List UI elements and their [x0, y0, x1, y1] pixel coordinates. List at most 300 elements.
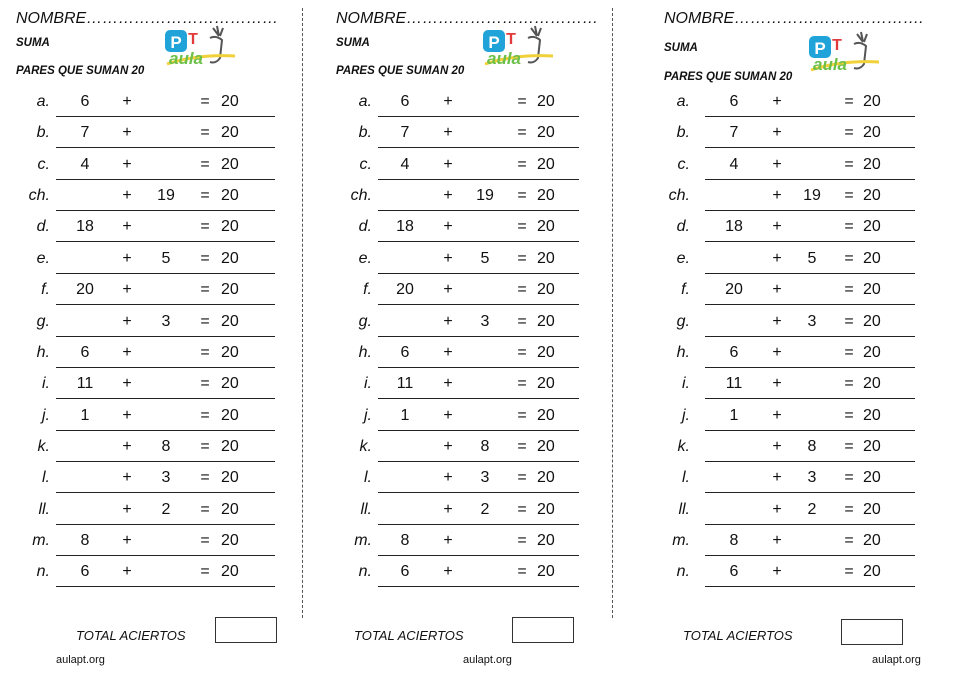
second-addend: 3	[161, 469, 171, 486]
result-value: 20	[863, 313, 881, 330]
first-addend: 11	[396, 375, 414, 392]
answer-line	[705, 586, 915, 587]
exercise-label: h.	[36, 344, 50, 361]
exercise-label: e.	[358, 250, 372, 267]
second-addend: 8	[480, 438, 490, 455]
exercise-title: PARES QUE SUMAN 20	[664, 71, 793, 83]
plus-sign: +	[443, 563, 453, 580]
exercise-row	[0, 117, 300, 148]
exercise-row	[620, 400, 972, 431]
equals-sign: =	[844, 407, 854, 424]
plus-sign: +	[122, 250, 132, 267]
plus-sign: +	[122, 407, 132, 424]
first-addend: 6	[80, 563, 90, 580]
topic-label: SUMA	[16, 37, 50, 49]
exercise-row	[310, 274, 605, 305]
exercise-label: b.	[676, 124, 690, 141]
result-value: 20	[863, 407, 881, 424]
plus-sign: +	[443, 93, 453, 110]
answer-line	[56, 492, 275, 493]
equals-sign: =	[200, 93, 210, 110]
equals-sign: =	[517, 93, 527, 110]
result-value: 20	[221, 407, 239, 424]
exercise-label: ll.	[38, 501, 50, 518]
plus-sign: +	[772, 532, 782, 549]
equals-sign: =	[844, 313, 854, 330]
result-value: 20	[537, 218, 555, 235]
answer-line	[56, 398, 275, 399]
exercise-label: a.	[358, 93, 372, 110]
svg-text:aula: aula	[487, 49, 522, 68]
plus-sign: +	[443, 501, 453, 518]
plus-sign: +	[772, 281, 782, 298]
exercise-label: j.	[42, 407, 50, 424]
dashed-divider-1	[302, 8, 303, 618]
plus-sign: +	[122, 93, 132, 110]
result-value: 20	[863, 281, 881, 298]
result-value: 20	[221, 250, 239, 267]
equals-sign: =	[517, 156, 527, 173]
result-value: 20	[537, 250, 555, 267]
answer-line	[705, 241, 915, 242]
exercise-row	[620, 556, 972, 587]
equals-sign: =	[844, 156, 854, 173]
result-value: 20	[221, 124, 239, 141]
svg-text:T: T	[188, 31, 198, 48]
first-addend: 20	[396, 281, 414, 298]
plus-sign: +	[443, 124, 453, 141]
exercise-label: m.	[354, 532, 372, 549]
plus-sign: +	[122, 563, 132, 580]
result-value: 20	[863, 375, 881, 392]
second-addend: 3	[161, 313, 171, 330]
equals-sign: =	[517, 187, 527, 204]
result-value: 20	[863, 93, 881, 110]
exercise-label: h.	[676, 344, 690, 361]
equals-sign: =	[844, 469, 854, 486]
equals-sign: =	[517, 532, 527, 549]
first-addend: 6	[729, 344, 739, 361]
aulapt-logo-icon	[807, 30, 887, 74]
exercise-label: f.	[363, 281, 372, 298]
plus-sign: +	[772, 407, 782, 424]
result-value: 20	[537, 438, 555, 455]
exercise-row	[0, 149, 300, 180]
result-value: 20	[863, 532, 881, 549]
result-value: 20	[863, 438, 881, 455]
exercise-title: PARES QUE SUMAN 20	[16, 65, 145, 77]
equals-sign: =	[844, 438, 854, 455]
equals-sign: =	[200, 438, 210, 455]
exercise-label: k.	[37, 438, 50, 455]
equals-sign: =	[844, 218, 854, 235]
first-addend: 11	[725, 375, 743, 392]
exercise-row	[620, 274, 972, 305]
exercise-label: k.	[677, 438, 690, 455]
plus-sign: +	[122, 344, 132, 361]
result-value: 20	[537, 532, 555, 549]
plus-sign: +	[443, 344, 453, 361]
exercise-row	[0, 400, 300, 431]
exercise-label: a.	[36, 93, 50, 110]
total-correct-label: TOTAL ACIERTOS	[683, 628, 793, 643]
result-value: 20	[863, 250, 881, 267]
plus-sign: +	[122, 313, 132, 330]
second-addend: 2	[480, 501, 490, 518]
second-addend: 19	[476, 187, 494, 204]
second-addend: 8	[161, 438, 171, 455]
name-field-label: NOMBRE………………………………	[16, 10, 279, 27]
exercise-label: d.	[676, 218, 690, 235]
total-correct-box[interactable]	[512, 617, 574, 643]
plus-sign: +	[772, 563, 782, 580]
exercise-row	[0, 525, 300, 556]
result-value: 20	[537, 281, 555, 298]
equals-sign: =	[844, 501, 854, 518]
exercise-row	[310, 117, 605, 148]
plus-sign: +	[772, 375, 782, 392]
first-addend: 8	[729, 532, 739, 549]
plus-sign: +	[772, 250, 782, 267]
exercise-row	[0, 180, 300, 211]
exercise-row	[310, 149, 605, 180]
result-value: 20	[537, 563, 555, 580]
result-value: 20	[221, 218, 239, 235]
result-value: 20	[863, 187, 881, 204]
footer-url: aulapt.org	[872, 654, 921, 666]
exercise-row	[620, 117, 972, 148]
exercise-row	[310, 400, 605, 431]
result-value: 20	[221, 187, 239, 204]
exercise-row	[0, 368, 300, 399]
exercise-label: e.	[36, 250, 50, 267]
total-correct-label: TOTAL ACIERTOS	[354, 628, 464, 643]
total-correct-box[interactable]	[841, 619, 903, 645]
exercise-label: l.	[364, 469, 372, 486]
answer-line	[56, 241, 275, 242]
footer-url: aulapt.org	[463, 654, 512, 666]
exercise-label: n.	[358, 563, 372, 580]
plus-sign: +	[443, 407, 453, 424]
plus-sign: +	[772, 187, 782, 204]
exercise-row	[310, 306, 605, 337]
exercise-row	[0, 462, 300, 493]
exercise-label: ll.	[678, 501, 690, 518]
answer-line	[378, 241, 579, 242]
result-value: 20	[863, 156, 881, 173]
exercise-label: l.	[42, 469, 50, 486]
first-addend: 8	[80, 532, 90, 549]
result-value: 20	[221, 344, 239, 361]
exercise-row	[0, 86, 300, 117]
result-value: 20	[537, 156, 555, 173]
svg-text:T: T	[506, 31, 516, 48]
plus-sign: +	[122, 469, 132, 486]
exercise-row	[620, 494, 972, 525]
exercise-label: b.	[358, 124, 372, 141]
result-value: 20	[537, 375, 555, 392]
plus-sign: +	[772, 501, 782, 518]
second-addend: 3	[807, 313, 817, 330]
result-value: 20	[863, 469, 881, 486]
plus-sign: +	[772, 344, 782, 361]
footer-url: aulapt.org	[56, 654, 105, 666]
plus-sign: +	[122, 218, 132, 235]
plus-sign: +	[122, 187, 132, 204]
total-correct-box[interactable]	[215, 617, 277, 643]
plus-sign: +	[443, 187, 453, 204]
exercise-label: i.	[682, 375, 690, 392]
plus-sign: +	[122, 375, 132, 392]
exercise-label: ch.	[28, 187, 50, 204]
plus-sign: +	[772, 93, 782, 110]
plus-sign: +	[122, 281, 132, 298]
second-addend: 8	[807, 438, 817, 455]
exercise-row	[620, 525, 972, 556]
exercise-row	[0, 306, 300, 337]
result-value: 20	[221, 281, 239, 298]
exercise-label: j.	[682, 407, 690, 424]
result-value: 20	[221, 375, 239, 392]
first-addend: 20	[725, 281, 743, 298]
exercise-row	[0, 556, 300, 587]
equals-sign: =	[517, 438, 527, 455]
exercise-label: j.	[364, 407, 372, 424]
exercise-row	[620, 180, 972, 211]
worksheet-2	[310, 0, 605, 681]
second-addend: 3	[807, 469, 817, 486]
result-value: 20	[537, 313, 555, 330]
aulapt-logo-icon	[163, 24, 243, 68]
equals-sign: =	[844, 281, 854, 298]
plus-sign: +	[443, 469, 453, 486]
equals-sign: =	[200, 501, 210, 518]
exercise-row	[620, 149, 972, 180]
exercise-label: n.	[36, 563, 50, 580]
exercise-row	[0, 431, 300, 462]
plus-sign: +	[772, 469, 782, 486]
exercise-label: f.	[41, 281, 50, 298]
exercise-label: d.	[36, 218, 50, 235]
plus-sign: +	[772, 218, 782, 235]
first-addend: 11	[76, 375, 94, 392]
topic-label: SUMA	[336, 37, 370, 49]
plus-sign: +	[122, 124, 132, 141]
worksheet-3	[620, 0, 972, 681]
equals-sign: =	[844, 250, 854, 267]
second-addend: 2	[161, 501, 171, 518]
exercise-label: ll.	[360, 501, 372, 518]
answer-line	[378, 586, 579, 587]
first-addend: 7	[729, 124, 739, 141]
answer-line	[378, 492, 579, 493]
equals-sign: =	[200, 532, 210, 549]
exercise-row	[620, 306, 972, 337]
answer-line	[56, 304, 275, 305]
result-value: 20	[537, 501, 555, 518]
result-value: 20	[221, 438, 239, 455]
first-addend: 7	[80, 124, 90, 141]
equals-sign: =	[517, 313, 527, 330]
svg-text:P: P	[170, 33, 182, 52]
second-addend: 5	[161, 250, 171, 267]
exercise-row	[620, 211, 972, 242]
second-addend: 5	[480, 250, 490, 267]
equals-sign: =	[517, 218, 527, 235]
plus-sign: +	[443, 250, 453, 267]
exercise-row	[620, 337, 972, 368]
equals-sign: =	[517, 124, 527, 141]
exercise-row	[0, 243, 300, 274]
exercise-row	[0, 211, 300, 242]
exercise-title: PARES QUE SUMAN 20	[336, 65, 465, 77]
result-value: 20	[221, 501, 239, 518]
plus-sign: +	[772, 438, 782, 455]
result-value: 20	[537, 344, 555, 361]
exercise-row	[310, 180, 605, 211]
aulapt-logo-icon	[481, 24, 561, 68]
exercise-row	[310, 337, 605, 368]
first-addend: 20	[76, 281, 94, 298]
exercise-row	[310, 431, 605, 462]
first-addend: 6	[80, 93, 90, 110]
exercise-label: n.	[676, 563, 690, 580]
equals-sign: =	[517, 250, 527, 267]
exercise-row	[310, 86, 605, 117]
svg-text:aula: aula	[813, 55, 848, 74]
first-addend: 18	[725, 218, 743, 235]
svg-text:aula: aula	[169, 49, 204, 68]
result-value: 20	[221, 156, 239, 173]
exercise-label: c.	[37, 156, 50, 173]
equals-sign: =	[517, 407, 527, 424]
plus-sign: +	[772, 124, 782, 141]
exercise-row	[620, 431, 972, 462]
exercise-label: h.	[358, 344, 372, 361]
equals-sign: =	[844, 124, 854, 141]
first-addend: 4	[729, 156, 739, 173]
answer-line	[56, 147, 275, 148]
svg-text:P: P	[814, 39, 826, 58]
plus-sign: +	[122, 438, 132, 455]
second-addend: 19	[803, 187, 821, 204]
equals-sign: =	[844, 344, 854, 361]
result-value: 20	[863, 563, 881, 580]
answer-line	[378, 147, 579, 148]
equals-sign: =	[200, 156, 210, 173]
exercise-row	[0, 337, 300, 368]
equals-sign: =	[517, 469, 527, 486]
exercise-row	[310, 211, 605, 242]
plus-sign: +	[122, 156, 132, 173]
result-value: 20	[221, 532, 239, 549]
exercise-row	[620, 462, 972, 493]
equals-sign: =	[517, 281, 527, 298]
equals-sign: =	[844, 187, 854, 204]
exercise-row	[620, 243, 972, 274]
answer-line	[705, 304, 915, 305]
first-addend: 6	[80, 344, 90, 361]
plus-sign: +	[443, 281, 453, 298]
equals-sign: =	[517, 375, 527, 392]
exercise-label: m.	[672, 532, 690, 549]
exercise-row	[310, 462, 605, 493]
first-addend: 4	[80, 156, 90, 173]
exercise-label: m.	[32, 532, 50, 549]
exercise-label: f.	[681, 281, 690, 298]
exercise-row	[310, 525, 605, 556]
result-value: 20	[537, 124, 555, 141]
equals-sign: =	[200, 187, 210, 204]
svg-text:P: P	[488, 33, 500, 52]
topic-label: SUMA	[664, 42, 698, 54]
result-value: 20	[221, 469, 239, 486]
equals-sign: =	[200, 469, 210, 486]
equals-sign: =	[200, 250, 210, 267]
dashed-divider-2	[612, 8, 613, 618]
exercise-row	[620, 86, 972, 117]
equals-sign: =	[517, 501, 527, 518]
equals-sign: =	[200, 563, 210, 580]
equals-sign: =	[844, 532, 854, 549]
first-addend: 6	[729, 93, 739, 110]
result-value: 20	[537, 93, 555, 110]
exercise-label: b.	[36, 124, 50, 141]
exercise-label: d.	[358, 218, 372, 235]
plus-sign: +	[772, 313, 782, 330]
exercise-label: ch.	[668, 187, 690, 204]
answer-line	[705, 492, 915, 493]
equals-sign: =	[200, 218, 210, 235]
exercise-label: g.	[358, 313, 372, 330]
result-value: 20	[863, 218, 881, 235]
answer-line	[378, 398, 579, 399]
exercise-label: g.	[36, 313, 50, 330]
second-addend: 3	[480, 469, 490, 486]
first-addend: 7	[400, 124, 410, 141]
plus-sign: +	[443, 218, 453, 235]
exercise-row	[310, 556, 605, 587]
exercise-label: c.	[677, 156, 690, 173]
exercise-label: a.	[676, 93, 690, 110]
answer-line	[56, 586, 275, 587]
exercise-row	[310, 368, 605, 399]
equals-sign: =	[200, 375, 210, 392]
plus-sign: +	[122, 501, 132, 518]
first-addend: 18	[396, 218, 414, 235]
first-addend: 1	[400, 407, 410, 424]
first-addend: 1	[80, 407, 90, 424]
equals-sign: =	[844, 375, 854, 392]
first-addend: 6	[729, 563, 739, 580]
second-addend: 2	[807, 501, 817, 518]
exercise-label: i.	[42, 375, 50, 392]
name-field-label: NOMBRE………………………………	[336, 10, 599, 27]
result-value: 20	[863, 124, 881, 141]
result-value: 20	[863, 344, 881, 361]
equals-sign: =	[200, 344, 210, 361]
equals-sign: =	[200, 281, 210, 298]
exercise-label: i.	[364, 375, 372, 392]
equals-sign: =	[200, 313, 210, 330]
name-field-label: NOMBRE…………………..………….	[664, 10, 924, 27]
plus-sign: +	[443, 532, 453, 549]
exercise-row	[620, 368, 972, 399]
exercise-row	[310, 243, 605, 274]
total-correct-label: TOTAL ACIERTOS	[76, 628, 186, 643]
first-addend: 1	[729, 407, 739, 424]
exercise-label: l.	[682, 469, 690, 486]
